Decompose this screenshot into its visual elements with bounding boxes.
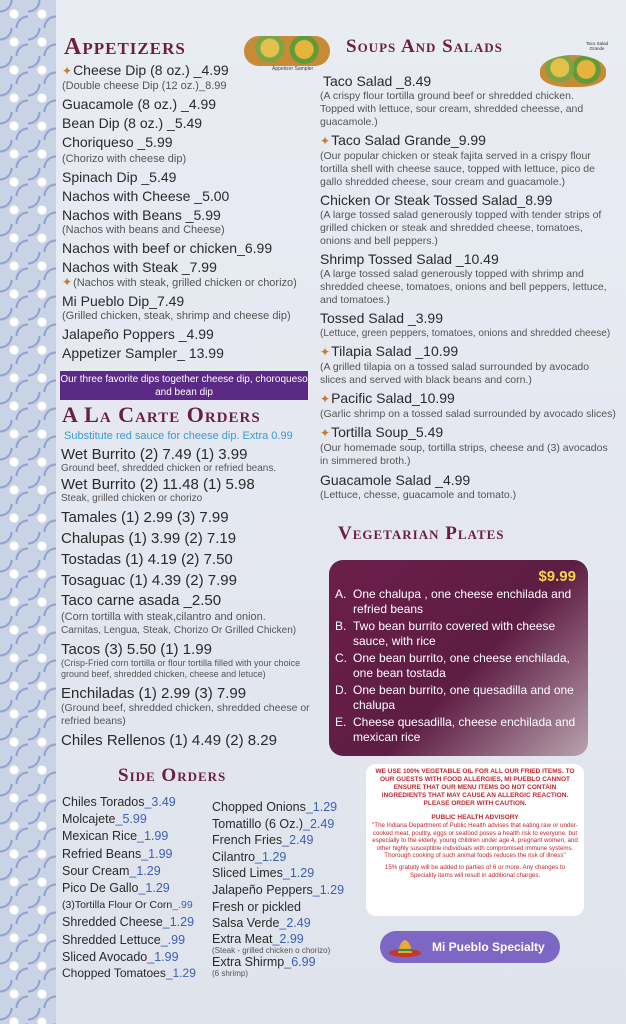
- appetizer-sampler-image: [244, 36, 330, 66]
- side-item: Shredded Lettuce_.99: [62, 932, 186, 947]
- item-note: (A crispy flour tortilla ground beef or shredded chicken. Topped with lettuce, sour cream, shredded cheesse, and guacamole.): [320, 90, 584, 128]
- taco-salad-caption: Taco Salad Grande: [585, 41, 609, 51]
- menu-item: Taco carne asada _2.50: [61, 592, 222, 609]
- menu-item: Mi Pueblo Dip_7.49: [62, 293, 185, 309]
- menu-item: Chiles Rellenos (1) 4.49 (2) 8.29: [61, 732, 277, 749]
- menu-item: Choriqueso _5.99: [62, 134, 173, 150]
- veg-option: B. Two bean burrito covered with cheese sauce, with rice: [335, 619, 556, 648]
- menu-item: Jalapeño Poppers _4.99: [62, 326, 214, 342]
- item-note: Carnitas, Lengua, Steak, Chorizo Or Grilled Chicken): [61, 625, 297, 636]
- menu-item: Enchiladas (1) 2.99 (3) 7.99: [61, 685, 247, 702]
- sampler-banner: Our three favorite dips together cheese dip, choroqueso and bean dip: [60, 371, 308, 400]
- side-orders-left: [62, 794, 212, 981]
- side-item: Extra Meat_2.99: [212, 931, 304, 946]
- soups-title: Soups And Salads: [346, 36, 503, 57]
- menu-item: Guacamole Salad _4.99: [320, 472, 471, 488]
- item-note: Ground beef, shredded chicken or refried beans.: [61, 463, 277, 474]
- menu-item: Wet Burrito (2) 11.48 (1) 5.98: [61, 476, 255, 493]
- side-item: Chiles Torados_3.49: [62, 795, 176, 809]
- menu-item: Tossed Salad _3.99: [320, 310, 443, 326]
- alacarte-subtitle: Substitute red sauce for cheese dip. Extra 0.99: [64, 430, 293, 442]
- star-icon: ✦: [320, 134, 331, 148]
- advisory-heading: PUBLIC HEALTH ADVISORY: [431, 814, 519, 821]
- soups-list: [320, 73, 616, 502]
- side-item: (3)Tortilla Flour Or Corn_.99: [62, 899, 193, 912]
- menu-item: Taco Salad _8.49: [323, 73, 432, 89]
- side-item: French Fries_2.49: [212, 833, 314, 848]
- side-item: Sour Cream_1.29: [62, 863, 161, 878]
- allergy-warning: WE USE 100% VEGETABLE OIL FOR ALL OUR FRIED ITEMS. TO OUR GUESTS WITH FOOD ALLERGIES, MI PUEBLO CANNOT ENSURE THAT OUR MENU ITEMS DO NOT CONTAIN INGREDIENTS THAT MAY CAUSE AN ALLERGIC REACTION. PLEASE ORDER WITH CAUTION.: [375, 768, 575, 807]
- vegetarian-list: [335, 587, 581, 745]
- menu-item: Chalupas (1) 3.99 (2) 7.19: [61, 530, 237, 547]
- item-note: (Corn tortilla with steak,cilantro and onion.: [61, 611, 266, 623]
- item-note: (A grilled tilapia on a tossed salad surrounded by avocado slices and served with black beans and corn.): [320, 361, 590, 386]
- item-note: (Grilled chicken, steak, shrimp and cheese dip): [62, 310, 291, 322]
- appetizer-sampler-caption: Appetizer Sampler: [272, 66, 314, 72]
- item-note: (Our popular chicken or steak fajita served in a crispy flour tortilla shell with cheese sauce, topped with lettuce, pico de gallo shredded cheese, sour cream and guacamole.): [320, 150, 595, 188]
- item-note: (Nachos with beans and Cheese): [62, 224, 225, 236]
- vegetarian-title: Vegetarian Plates: [338, 523, 505, 544]
- veg-option: D. One bean burrito, one quesadilla and one chalupa: [335, 683, 574, 712]
- star-icon: ✦: [62, 64, 73, 78]
- menu-item: Tosaguac (1) 4.39 (2) 7.99: [61, 572, 237, 589]
- item-note: (Crisp-Fried corn tortilla or flour tortilla filled with your choice ground beef, shredded chicken, cheese and letuce): [61, 658, 301, 679]
- item-note: ✦(Nachos with steak, grilled chicken or chorizo): [62, 275, 297, 289]
- side-item: Sliced Limes_1.29: [212, 866, 315, 881]
- side-item: Mexican Rice_1.99: [62, 829, 169, 844]
- side-item: Fresh or pickled: [212, 899, 301, 914]
- item-note: (6 shrimp): [212, 968, 249, 978]
- advisory-body: "The Indiana Department of Public Health advises that eating raw or under-cooked meat, poultry, eggs or seafood poses a health risk to everyone, but especially to the elderly, young children under age 4, pregnant women, and other highly susceptible individuals with compromised immune systems. Thorough cooking of such animal foods reduces the risk of illness": [372, 822, 578, 860]
- menu-item: Wet Burrito (2) 7.49 (1) 3.99: [61, 446, 248, 463]
- gratuity-note: 15% gratuity will be added to parties of 6 or more. Any changes to Speciality items will result in additional charges.: [384, 863, 566, 879]
- soup-entry: [320, 390, 616, 421]
- menu-item: ✦Tilapia Salad _10.99: [320, 343, 459, 359]
- specialty-badge: [380, 931, 560, 963]
- item-note: (Steak - grilled chicken o chorizo): [212, 945, 331, 955]
- soup-entry: [320, 132, 610, 189]
- alacarte-title: A La Carte Orders: [62, 402, 261, 427]
- soup-entry: [320, 472, 610, 502]
- side-orders-title: Side Orders: [118, 765, 227, 786]
- item-note: (Double cheese Dip (12 oz.)_8.99: [62, 80, 227, 92]
- side-item: Molcajete_5.99: [62, 812, 147, 827]
- decorative-side-border: [0, 0, 56, 1024]
- item-note: (Ground beef, shredded chicken, shredded cheese or refried beans): [61, 702, 310, 727]
- menu-item: ✦Taco Salad Grande_9.99: [320, 132, 486, 148]
- star-icon: ✦: [62, 275, 73, 289]
- item-note: (Chorizo with cheese dip): [62, 153, 187, 165]
- menu-item: Spinach Dip _5.49: [62, 169, 177, 185]
- soup-entry: [320, 192, 610, 248]
- side-item: Extra Shirmp_6.99: [212, 954, 316, 969]
- vegetarian-box: [329, 560, 588, 756]
- star-icon: ✦: [320, 426, 331, 440]
- side-item: Refried Beans_1.99: [62, 846, 173, 861]
- veg-option: E. Cheese quesadilla, cheese enchilada and mexican rice: [335, 715, 576, 744]
- specialty-label: Mi Pueblo Specialty: [432, 940, 545, 954]
- alacarte-list: [61, 446, 317, 749]
- side-item: Jalapeño Peppers_1.29: [212, 882, 345, 897]
- star-icon: ✦: [320, 392, 331, 406]
- item-note: (A large tossed salad generously topped with shrimp and shredded cheese, tomatoes, onions and bell peppers, lettuce, and tomatoes.): [320, 268, 607, 306]
- soup-entry: [320, 424, 610, 468]
- item-note: (Our homemade soup, tortilla strips, cheese and (3) avocados in simmered broth.): [320, 442, 608, 467]
- soup-entry: [320, 310, 610, 340]
- menu-item: ✦Pacific Salad_10.99: [320, 390, 455, 406]
- side-item: Sliced Avocado_1.99: [62, 949, 179, 964]
- menu-item: Tacos (3) 5.50 (1) 1.99: [61, 641, 212, 658]
- menu-item: Nachos with beef or chicken_6.99: [62, 240, 273, 256]
- side-item: Salsa Verde_2.49: [212, 916, 311, 931]
- menu-item: Nachos with Cheese _5.00: [62, 188, 230, 204]
- appetizers-title: Appetizers: [64, 34, 186, 60]
- soup-entry: [320, 251, 610, 307]
- menu-item: Chicken Or Steak Tossed Salad_8.99: [320, 192, 553, 208]
- veg-option: A. One chalupa , one cheese enchilada and refried beans: [335, 587, 572, 616]
- soup-entry: [320, 73, 610, 129]
- soup-entry: [320, 343, 610, 387]
- menu-item: Tostadas (1) 4.19 (2) 7.50: [61, 551, 233, 568]
- menu-item: Nachos with Beans _5.99: [62, 207, 221, 223]
- menu-item: Nachos with Steak _7.99: [62, 259, 217, 275]
- menu-item: Shrimp Tossed Salad _10.49: [320, 251, 499, 267]
- side-item: Shredded Cheese_1.29: [62, 915, 195, 930]
- item-note: (Lettuce, chesse, guacamole and tomato.): [320, 489, 517, 501]
- item-note: (Garlic shrimp on a tossed salad surrounded by avocado slices): [320, 408, 616, 420]
- menu-item: Guacamole (8 oz.) _4.99: [62, 96, 217, 112]
- item-note: (A large tossed salad generously topped with tender strips of grilled chicken or steak and shredded cheese, tomatoes, onions and bell peppers.): [320, 209, 602, 247]
- item-note: (Lettuce, green peppers, tomatoes, onions and shredded cheese): [320, 328, 611, 339]
- veg-option: C. One bean burrito, one cheese enchilada, one bean tostada: [335, 651, 570, 680]
- menu-item: Bean Dip (8 oz.) _5.49: [62, 115, 203, 131]
- side-item: Chopped Onions_1.29: [212, 800, 338, 814]
- item-note: Steak, grilled chicken or chorizo: [61, 493, 203, 504]
- side-item: Chopped Tomatoes_1.29: [62, 966, 196, 981]
- side-item: Pico De Gallo_1.29: [62, 881, 170, 896]
- side-item: Cilantro_1.29: [212, 849, 287, 864]
- sombrero-icon: [388, 937, 422, 959]
- appetizers-list: [62, 62, 318, 362]
- menu-item: Appetizer Sampler_ 13.99: [62, 345, 224, 361]
- menu-item: ✦Cheese Dip (8 oz.) _4.99: [62, 62, 229, 78]
- side-item: Tomatillo (6 Oz.)_2.49: [212, 816, 335, 831]
- vegetarian-price: $9.99: [538, 568, 576, 585]
- menu-item: Tamales (1) 2.99 (3) 7.99: [61, 509, 229, 526]
- menu-item: ✦Tortilla Soup_5.49: [320, 424, 444, 440]
- star-icon: ✦: [320, 345, 331, 359]
- side-orders-right: [212, 799, 362, 978]
- health-advisory: [366, 764, 584, 916]
